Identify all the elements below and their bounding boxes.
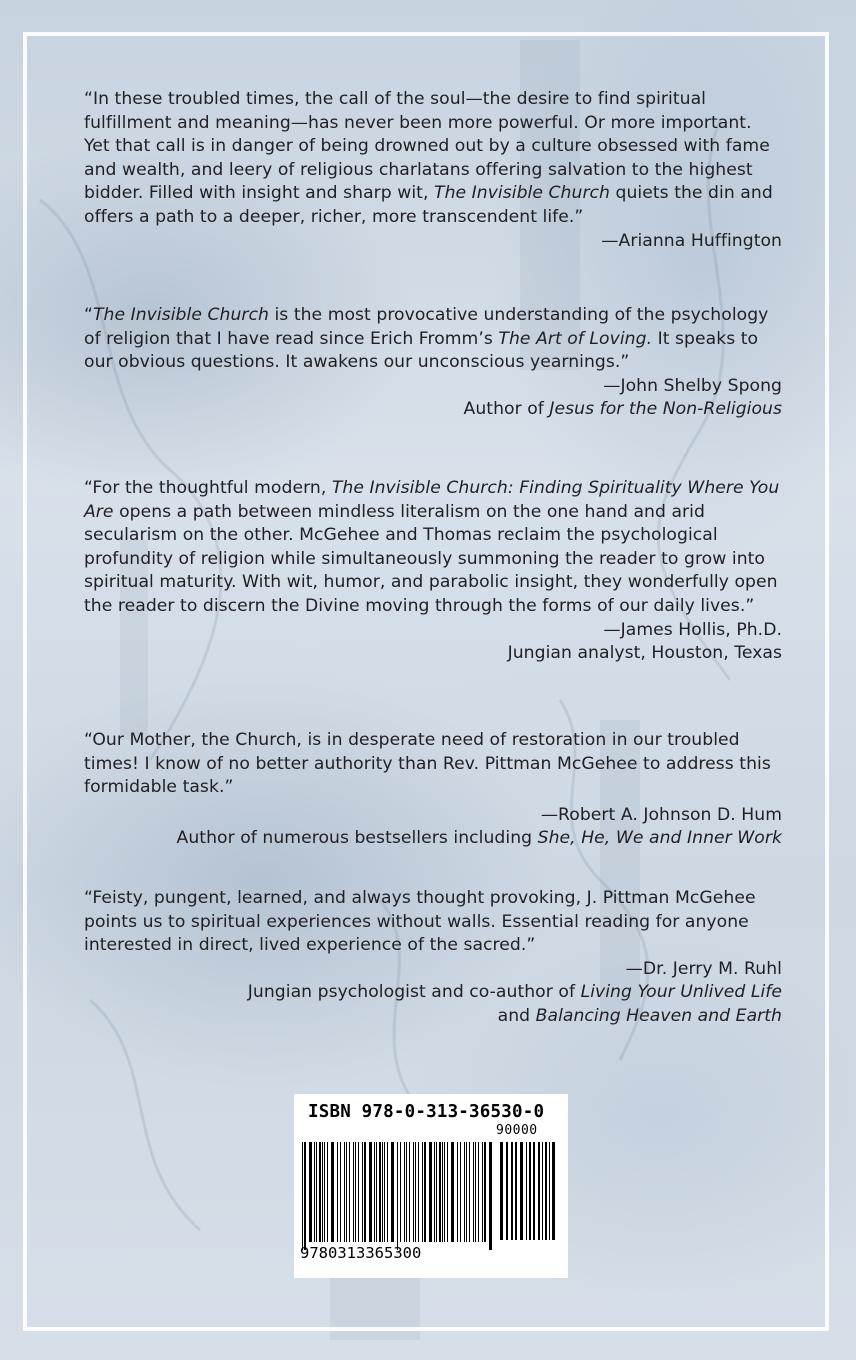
barcode-bar: [520, 1142, 523, 1240]
barcode-bar: [400, 1142, 401, 1242]
italic-title-text: Jesus for the Non-Religious: [549, 399, 782, 420]
isbn-barcode: [294, 1094, 568, 1278]
barcode-bar: [374, 1142, 375, 1242]
barcode-bar: [340, 1142, 341, 1242]
ean-digits: 9780313365300: [300, 1244, 422, 1262]
barcode-bar: [515, 1142, 517, 1240]
attribution-name: [84, 619, 782, 643]
barcode-bar: [533, 1142, 535, 1240]
barcode-bar: [542, 1142, 543, 1240]
attribution-credit: [84, 398, 782, 422]
barcode-bar: [413, 1142, 414, 1242]
quote-text-run: “Feisty, pungent, learned, and always thought provoking, J. Pittman McGehee points us to spiritual experiences without walls. Essential reading for anyone interested in direct, lived experience of the sacred.”: [84, 888, 756, 956]
attribution-text-run: and: [497, 1005, 536, 1026]
attribution-text-run: Author of: [463, 399, 550, 420]
attribution-text-run: Jungian psychologist and co-author of: [247, 982, 581, 1003]
blurb-text: [84, 887, 782, 958]
attribution-name: [84, 958, 782, 982]
attribution: [84, 230, 782, 254]
quote-text-run: “In these troubled times, the call of the soul—the desire to find spiritual fulfillment and meaning—has never been more powerful. Or more important. Yet that call is in danger of being drowned out by a culture obsessed with fame and wealth, and leery of religious charlatans offering salvation to the highest bidder. Filled with insight and sharp wit,: [84, 89, 770, 204]
barcode-bar: [327, 1142, 328, 1242]
quote-text-run: “Our Mother, the Church, is in desperate need of restoration in our troubled times! I know of no better authority than Rev. Pittman McGehee to address this formidable task.”: [84, 730, 771, 798]
barcode-bar: [316, 1142, 317, 1242]
barcode-bar: [353, 1142, 354, 1242]
attribution: [84, 375, 782, 422]
barcode-bar: [384, 1142, 385, 1242]
barcode-bar: [484, 1142, 486, 1242]
barcode-bar: [552, 1142, 555, 1240]
quote-text-run: is the most provocative understanding of the psychology of religion that I have read since Erich Fromm’s: [84, 305, 769, 349]
barcode-bar: [391, 1142, 394, 1242]
attribution-credit: [84, 1005, 782, 1029]
attribution-text-run: —James Hollis, Ph.D.: [603, 619, 782, 640]
italic-title-text: The Art of Loving.: [498, 328, 653, 349]
blurb-text: [84, 477, 782, 619]
blurb-hollis: [84, 477, 782, 666]
barcode-bar: [346, 1142, 347, 1242]
barcode-bar: [444, 1142, 445, 1242]
isbn-label: ISBN 978-0-313-36530-0: [308, 1102, 545, 1122]
barcode-bar: [304, 1142, 306, 1250]
attribution-credit: [84, 981, 782, 1005]
barcode-bar: [324, 1142, 325, 1242]
blurb-ruhl: [84, 887, 782, 1029]
barcode-bar: [387, 1142, 388, 1242]
quote-text-run: It speaks to our obvious questions. It awakens our unconscious yearnings.”: [84, 328, 759, 373]
barcode-bar: [337, 1142, 338, 1242]
quote-text-run: opens a path between mindless literalism on the one hand and arid secularism on the other. McGehee and Thomas reclaim the psychological profundity of religion while simultaneously summoning the reader to grow into spiritual maturity. With wit, humor, and parabolic insight, they wonderfully open the reader to discern the Divine moving through the forms of our daily lives.”: [84, 501, 778, 616]
italic-title-text: The Invisible Church: [92, 305, 269, 325]
barcode-bar: [475, 1142, 476, 1242]
attribution: [84, 619, 782, 666]
barcode-bar: [362, 1142, 363, 1242]
barcode-bar: [526, 1142, 527, 1240]
italic-title-text: Balancing Heaven and Earth: [535, 1005, 782, 1026]
attribution: [84, 958, 782, 1029]
price-code: 90000: [496, 1123, 538, 1138]
blurb-text: [84, 88, 782, 230]
blurb-johnson: [84, 729, 782, 851]
barcode-bar: [355, 1142, 356, 1242]
barcode-bar: [358, 1142, 359, 1242]
barcode-bar: [397, 1142, 398, 1250]
barcode-bar: [309, 1142, 312, 1242]
barcode-bar: [442, 1142, 443, 1242]
blurb-text: [84, 304, 782, 375]
quote-text-run: “: [84, 305, 93, 325]
quote-text-run: “For the thoughtful modern,: [84, 478, 332, 498]
attribution-text-run: —Arianna Huffington: [601, 230, 782, 251]
barcode-bar: [478, 1142, 479, 1242]
barcode-bar: [376, 1142, 377, 1242]
barcode-bar: [529, 1142, 531, 1240]
barcode-bar: [331, 1142, 334, 1242]
attribution-name: [84, 804, 782, 828]
barcode-bar: [418, 1142, 419, 1242]
attribution-name: [84, 230, 782, 254]
attribution-credit: [84, 827, 782, 851]
barcode-bar: [379, 1142, 381, 1242]
blurb-text: [84, 729, 782, 800]
barcode-bar: [382, 1142, 383, 1242]
barcode-bar: [369, 1142, 372, 1242]
barcode-bar: [434, 1142, 435, 1242]
barcode-bar: [415, 1142, 416, 1242]
barcode-bar: [457, 1142, 458, 1242]
attribution: [84, 804, 782, 851]
attribution-name: [84, 375, 782, 399]
barcode-bar: [422, 1142, 423, 1242]
barcode-bar: [314, 1142, 315, 1242]
attribution-text-run: —Dr. Jerry M. Ruhl: [625, 958, 782, 979]
attribution-text-run: Author of numerous bestsellers including: [176, 828, 538, 849]
italic-title-text: The Invisible Church: [434, 183, 611, 204]
blurb-spong: [84, 304, 782, 422]
attribution-text-run: —Robert A. Johnson D. Hum: [540, 804, 782, 825]
barcode-bar: [549, 1142, 550, 1240]
barcode-bar: [404, 1142, 405, 1242]
barcode-bar: [319, 1142, 321, 1242]
barcode-bar: [344, 1142, 345, 1242]
barcode-bar: [429, 1142, 432, 1242]
attribution-text-run: Jungian analyst, Houston, Texas: [507, 643, 782, 664]
blurb-huffington: [84, 88, 782, 253]
barcode-bar: [489, 1142, 492, 1250]
italic-title-text: She, He, We and Inner Work: [537, 828, 782, 849]
barcode-bar: [511, 1142, 513, 1240]
barcode-bar: [447, 1142, 448, 1242]
barcode-bar: [349, 1142, 350, 1242]
barcode-bar: [451, 1142, 454, 1242]
barcode-bar: [436, 1142, 437, 1242]
barcode-bar: [424, 1142, 426, 1242]
barcode-bar: [364, 1142, 366, 1242]
barcode-bar: [538, 1142, 540, 1240]
barcode-bar: [469, 1142, 470, 1242]
italic-title-text: Living Your Unlived Life: [580, 982, 782, 1003]
barcode-bar: [464, 1142, 465, 1242]
barcode-bar: [460, 1142, 461, 1242]
barcode-bar: [545, 1142, 547, 1240]
barcode-bar: [466, 1142, 467, 1242]
attribution-text-run: —John Shelby Spong: [603, 375, 782, 396]
barcode-bar: [302, 1142, 303, 1250]
italic-title-text: The Invisible Church: Finding Spirituality Where You Are: [84, 478, 780, 522]
barcode-bar: [506, 1142, 508, 1240]
barcode-bar: [409, 1142, 410, 1242]
attribution-credit: [84, 642, 782, 666]
barcode-bar: [322, 1142, 323, 1242]
barcode-bar: [439, 1142, 441, 1242]
barcode-bar: [482, 1142, 483, 1242]
barcode-bar: [473, 1142, 474, 1242]
quote-text-run: quiets the din and offers a path to a deeper, richer, more transcendent life.”: [84, 183, 773, 227]
barcode-bar: [406, 1142, 407, 1242]
barcode-bar: [500, 1142, 503, 1240]
